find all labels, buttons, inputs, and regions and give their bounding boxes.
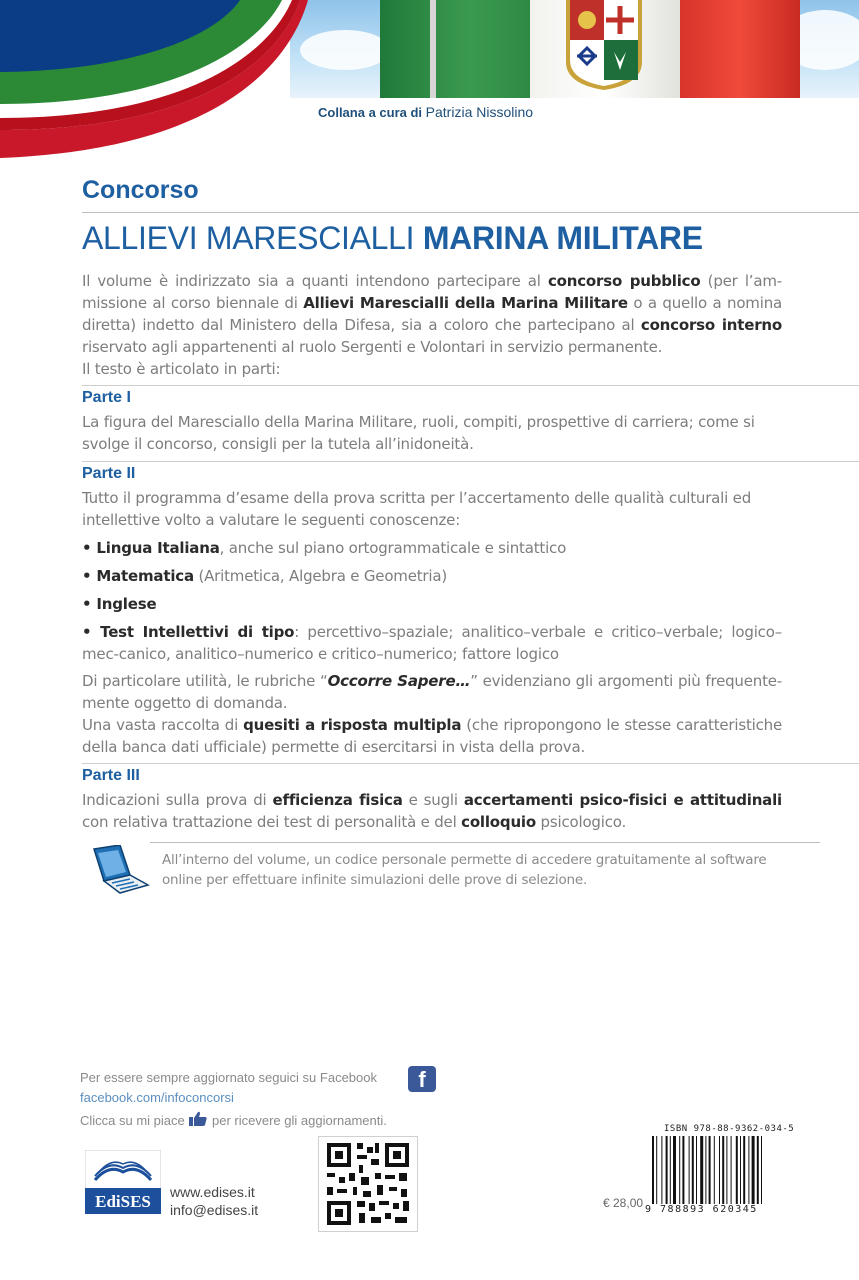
para-text: Di particolare utilità, le rubriche “: [82, 672, 328, 690]
para-text: psicologico.: [535, 813, 627, 831]
bullet-bold: • Lingua Italiana: [82, 539, 220, 557]
email-link[interactable]: info@edises.it: [170, 1202, 259, 1218]
thumbs-up-icon: [188, 1111, 208, 1127]
credit-prefix: Collana a cura di: [318, 105, 423, 120]
para-bold: Occorre Sapere…: [327, 672, 471, 690]
decorative-swoosh: [0, 0, 340, 160]
facebook-link[interactable]: facebook.com/infoconcorsi: [80, 1090, 234, 1105]
intro-bold: Allievi Marescialli della Marina Militare: [303, 294, 628, 312]
para-text: (che ripropongono le stesse caratteristiche della banca dati ufficiale) permette di esercitarsi in vista della prova.: [82, 716, 782, 756]
flag-mast: [430, 0, 436, 98]
bullet-text: (Aritmetica, Algebra e Geometria): [193, 567, 448, 585]
bullet-bold: • Matematica: [82, 567, 194, 585]
bullet-text: , anche sul piano ortogrammaticale e sintattico: [219, 539, 567, 557]
para-bold: accertamenti psico-fisici e attitudinali: [463, 791, 782, 809]
bullet-bold: • Test Intellettivi di tipo: [82, 623, 295, 641]
facebook-icon[interactable]: f: [408, 1066, 436, 1092]
parte-1-text: La figura del Maresciallo della Marina Militare, ruoli, compiti, prospettive di carriera; come si svolge il concorso, consigli per la tutela all’inidoneità.: [82, 413, 755, 453]
section-label: Concorso: [82, 176, 199, 204]
like-text: per ricevere gli aggiornamenti.: [212, 1113, 387, 1128]
parte-2-text: Tutto il programma d’esame della prova scritta per l’accertamento delle qualità culturali ed intellettive volto a valutare le seguenti conoscenze:: [82, 489, 752, 529]
para-text: ” evidenziano gli argomenti più frequente-mente oggetto di domanda.: [82, 672, 782, 712]
para-text: con relativa trattazione dei test di personalità e del: [82, 813, 462, 831]
laptop-icon: [90, 845, 150, 895]
intro-text: riservato agli appartenenti al ruolo Sergenti e Volontari in servizio permanente.: [82, 338, 663, 356]
para-text: Una vasta raccolta di: [82, 716, 244, 734]
divider: [82, 461, 859, 462]
intro-bold: concorso interno: [640, 316, 782, 334]
title-bold: MARINA MILITARE: [422, 220, 703, 256]
para-text: e sugli: [402, 791, 464, 809]
title-light: ALLIEVI MARESCIALLI: [82, 220, 415, 256]
intro-paragraph: [82, 270, 782, 380]
list-item: [82, 593, 782, 615]
para-bold: quesiti a risposta multipla: [243, 716, 462, 734]
bullet-bold: • Inglese: [82, 595, 157, 613]
qr-code: [318, 1136, 418, 1232]
intro-text: Il volume è indirizzato sia a quanti intendono partecipare al: [82, 272, 548, 290]
book-title: [82, 220, 703, 257]
occorre-sapere-paragraph: [82, 670, 782, 714]
parte-3-heading: Parte III: [82, 767, 140, 784]
para-text: Indicazioni sulla prova di: [82, 791, 273, 809]
series-credit: [318, 104, 533, 120]
software-note: All’interno del volume, un codice personale permette di accedere gratuitamente al software online per effettuare infinite simulazioni delle prove di selezione.: [162, 852, 767, 888]
list-item: [82, 621, 782, 665]
intro-text: (per l’am-missione al corso biennale di: [82, 272, 782, 312]
intro-text: Il testo è articolato in parti:: [82, 360, 281, 378]
para-bold: colloquio: [461, 813, 536, 831]
para-bold: efficienza fisica: [272, 791, 403, 809]
divider: [82, 212, 859, 213]
price-label: € 28,00: [603, 1196, 644, 1210]
cover-header: [0, 0, 859, 160]
parte-3-text: [82, 789, 782, 833]
list-item: [82, 565, 782, 587]
list-item: [82, 537, 782, 559]
divider: [150, 842, 820, 843]
quesiti-paragraph: [82, 714, 782, 758]
intro-text: o a quello a nomina diretta) indetto dal Ministero della Difesa, sia a coloro che partecipano al: [82, 294, 782, 334]
credit-name: Patrizia Nissolino: [425, 104, 534, 120]
like-text: Clicca su mi piace: [80, 1113, 185, 1128]
website-link[interactable]: www.edises.it: [170, 1184, 255, 1200]
edises-logo: [85, 1150, 161, 1214]
publisher-name: EdiSES: [95, 1192, 151, 1211]
facebook-prompt: Per essere sempre aggiornato seguici su Facebook: [80, 1070, 377, 1085]
divider: [82, 763, 859, 764]
intro-bold: concorso pubblico: [547, 272, 701, 290]
isbn-label: ISBN 978-88-9362-034-5: [664, 1124, 795, 1134]
parte-1-heading: Parte I: [82, 389, 131, 406]
barcode-number: 9 788893 620345: [645, 1204, 785, 1215]
like-prompt: [80, 1111, 387, 1128]
parte-2-heading: Parte II: [82, 465, 136, 482]
divider: [82, 385, 859, 386]
publisher-contacts: [170, 1183, 258, 1219]
navy-crest-icon: [562, 0, 646, 90]
bullet-text: : percettivo–spaziale; analitico–verbale e critico–verbale; logico–mec-canico, analitico–numerico e critico–numerico; fattore logico: [82, 623, 782, 663]
